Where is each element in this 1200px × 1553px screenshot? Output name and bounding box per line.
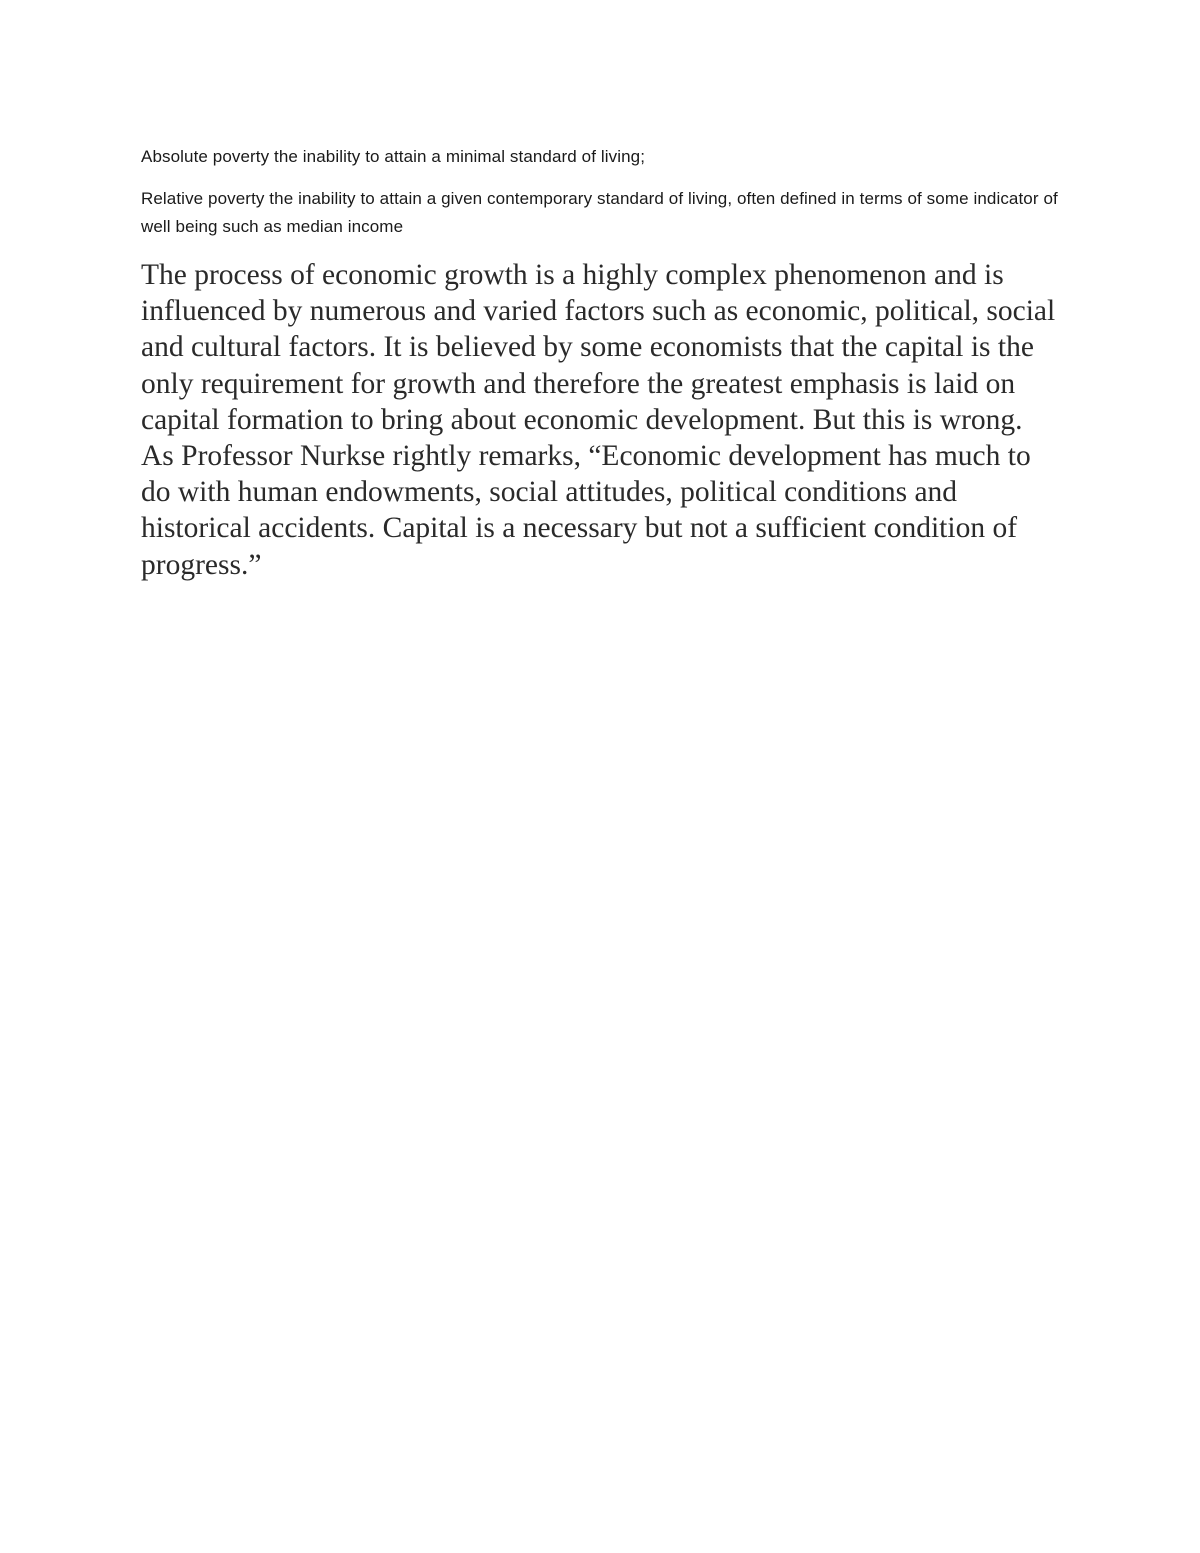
absolute-poverty-paragraph: Absolute poverty the inability to attain a minimal standard of living;: [141, 147, 646, 166]
relative-poverty-paragraph: Relative poverty the inability to attain a given contemporary standard of living, often defined in terms of some indicator of well being such as median income: [141, 189, 1058, 236]
economic-growth-paragraph: The process of economic growth is a highly complex phenomenon and is influenced by numerous and varied factors such as economic, political, social and cultural factors. It is believed by some economists that the capital is the only requirement for growth and therefore the greatest emphasis is laid on capital formation to bring about economic development. But this is wrong. As Professor Nurkse rightly remarks, “Economic development has much to do with human endowments, social attitudes, political conditions and historical accidents. Capital is a necessary but not a sufficient condition of progress.”: [141, 259, 1056, 581]
